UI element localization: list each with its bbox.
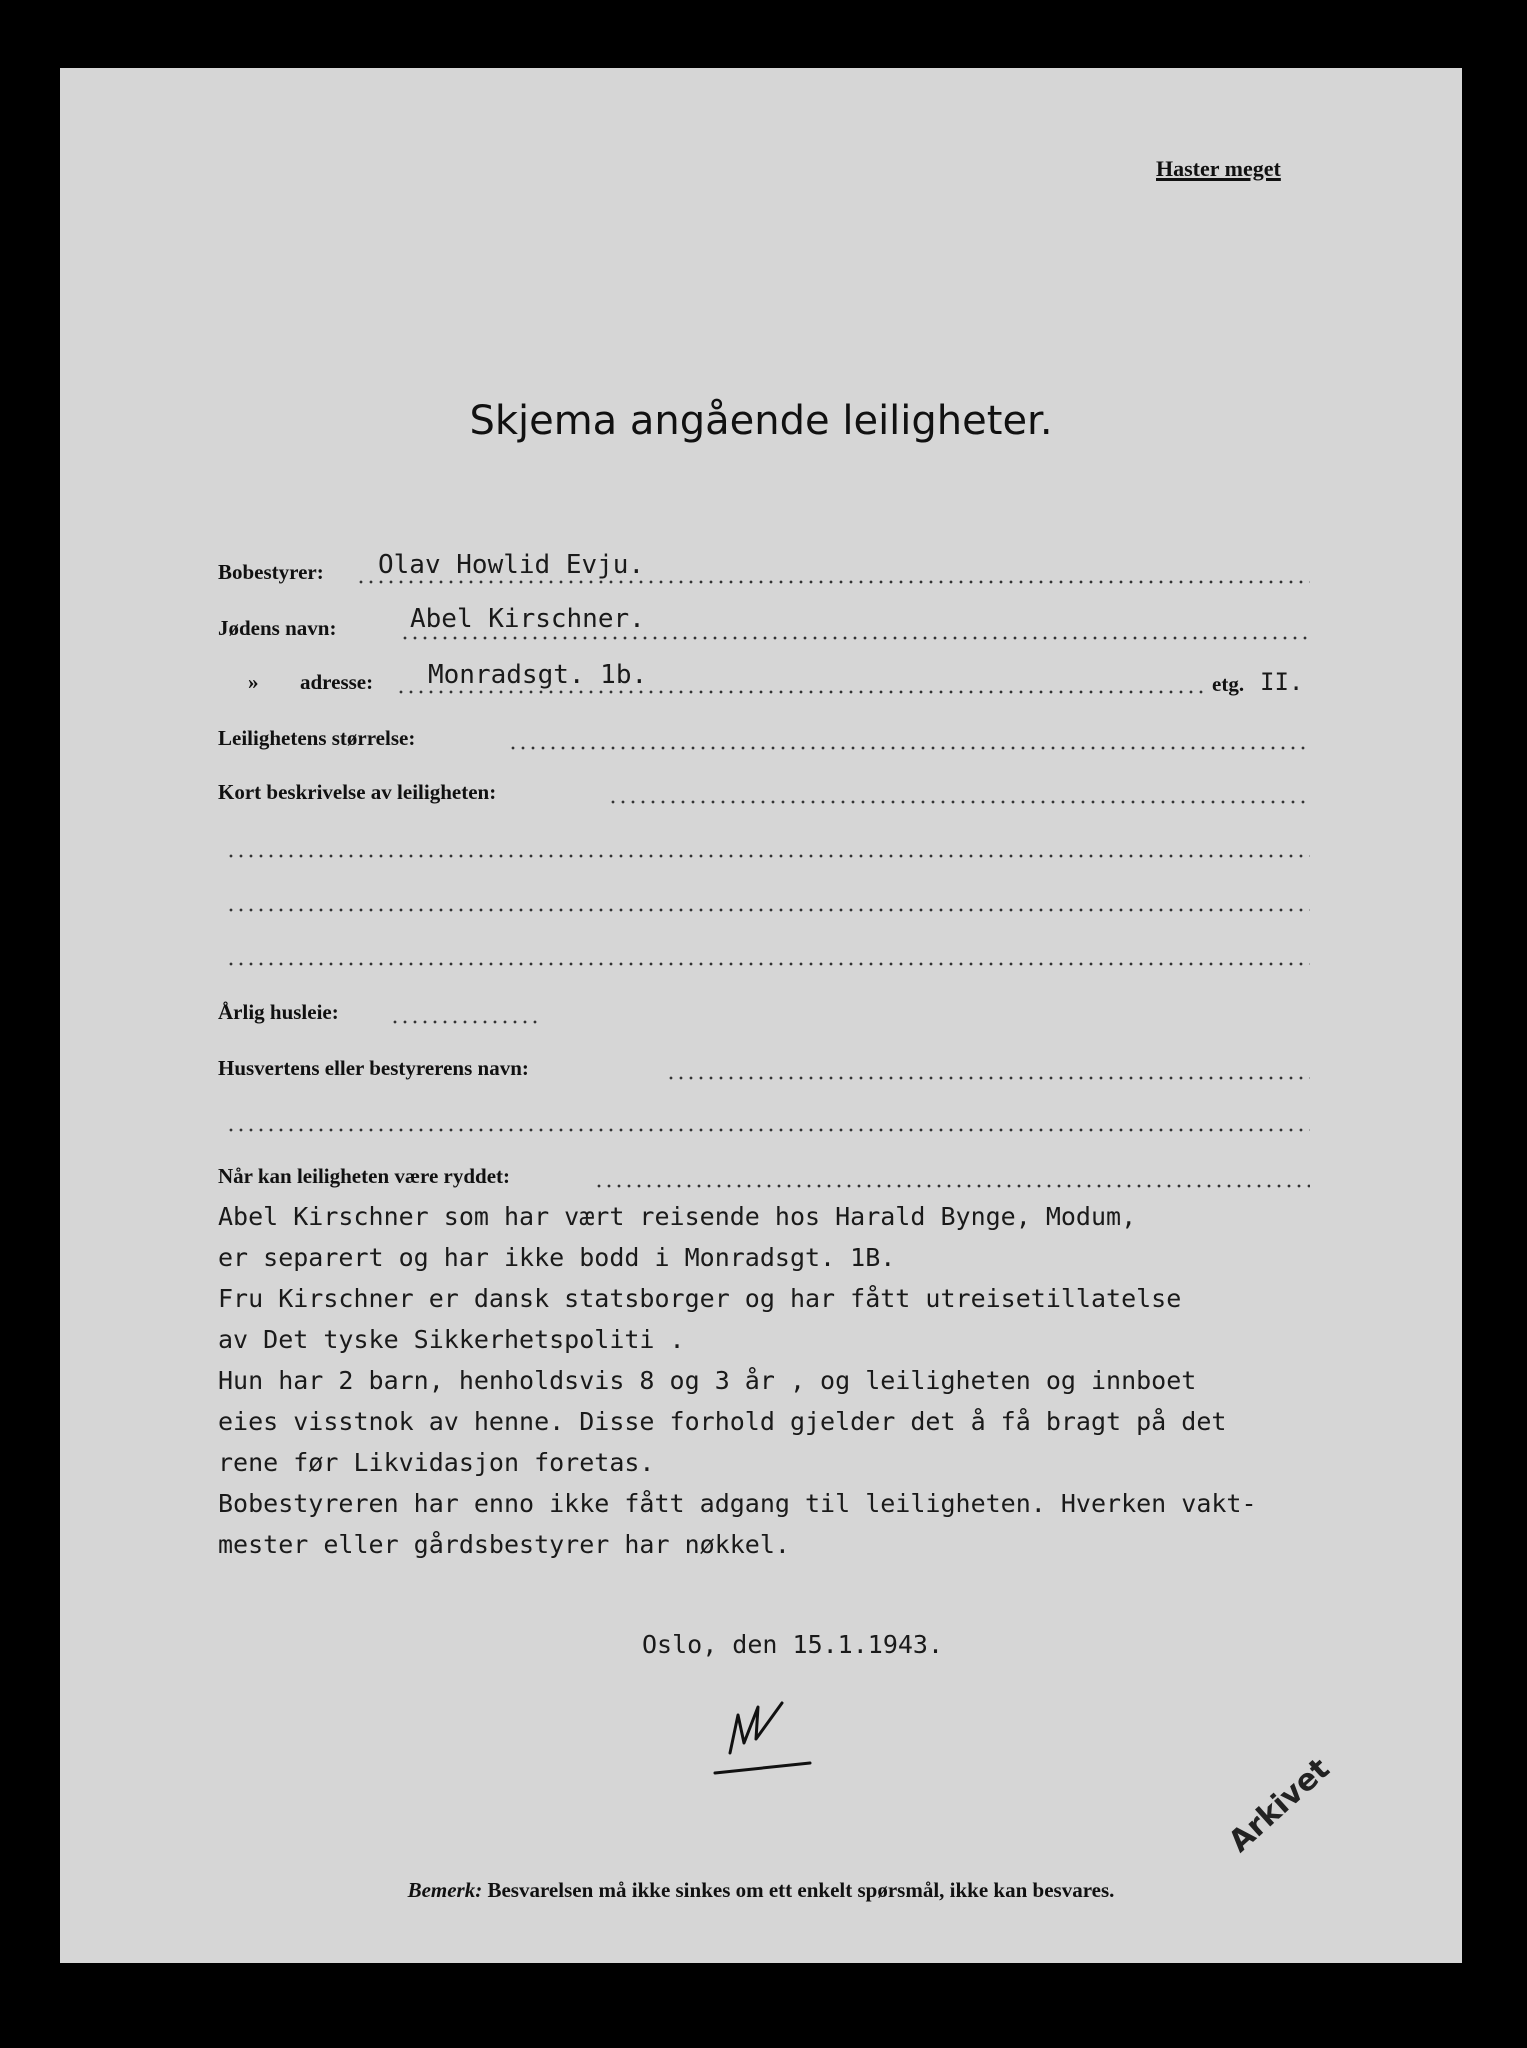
bobestyrer-dotted-line xyxy=(356,580,1310,584)
adresse-label: adresse: xyxy=(300,670,374,694)
beskrivelse-label: Kort beskrivelse av leiligheten: xyxy=(218,780,497,804)
husleie-label: Årlig husleie: xyxy=(218,1000,339,1024)
jodens-navn-dotted-line xyxy=(400,636,1310,640)
signature-mark xyxy=(710,1693,830,1783)
note-line: er separert og har ikke bodd i Monradsgt. 1B. xyxy=(218,1243,896,1272)
storrelse-dotted-line xyxy=(508,746,1310,750)
adresse-prefix: » xyxy=(248,670,259,694)
beskrivelse-dotted-line xyxy=(608,800,1310,804)
note-line: av Det tyske Sikkerhetspoliti . xyxy=(218,1325,685,1354)
footer-text: Besvarelsen må ikke sinkes om ett enkelt spørsmål, ikke kan besvares. xyxy=(487,1878,1115,1902)
beskrivelse-dotted-line-3 xyxy=(226,908,1310,912)
form-page xyxy=(60,68,1462,1963)
note-line: Bobestyreren har enno ikke fått adgang til leiligheten. Hverken vakt- xyxy=(218,1489,1257,1518)
bobestyrer-label: Bobestyrer: xyxy=(218,560,324,584)
jodens-navn-label: Jødens navn: xyxy=(218,616,337,640)
etg-value: II. xyxy=(1260,668,1304,696)
adresse-dotted-line xyxy=(396,690,1206,694)
note-line: eies visstnok av henne. Disse forhold gjelder det å få bragt på det xyxy=(218,1407,1227,1436)
storrelse-label: Leilighetens størrelse: xyxy=(218,726,416,750)
ryddet-dotted-line xyxy=(594,1184,1310,1188)
adresse-value: Monradsgt. 1b. xyxy=(428,660,648,690)
bobestyrer-value: Olav Howlid Evju. xyxy=(378,550,645,580)
husvert-label: Husvertens eller bestyrerens navn: xyxy=(218,1056,529,1080)
footer-note xyxy=(60,1878,1462,1903)
husleie-dotted-line xyxy=(390,1020,540,1024)
husvert-dotted-line xyxy=(666,1076,1310,1080)
note-line: mester eller gårdsbestyrer har nøkkel. xyxy=(218,1530,790,1559)
footer-emphasis: Bemerk: xyxy=(407,1878,483,1902)
ryddet-label: Når kan leiligheten være ryddet: xyxy=(218,1164,511,1188)
urgent-mark: Haster meget xyxy=(1156,156,1281,181)
notes-block xyxy=(218,1196,1257,1565)
husvert-dotted-line-2 xyxy=(226,1128,1310,1132)
note-line: Hun har 2 barn, henholdsvis 8 og 3 år , og leiligheten og innboet xyxy=(218,1366,1197,1395)
archive-stamp: Arkivet xyxy=(1222,1751,1337,1860)
beskrivelse-dotted-line-4 xyxy=(226,962,1310,966)
page-title: Skjema angående leiligheter. xyxy=(469,398,1053,444)
note-line: Abel Kirschner som har vært reisende hos Harald Bynge, Modum, xyxy=(218,1202,1137,1231)
beskrivelse-dotted-line-2 xyxy=(226,854,1310,858)
note-line: rene før Likvidasjon foretas. xyxy=(218,1448,655,1477)
etg-label: etg. xyxy=(1212,672,1245,696)
jodens-navn-value: Abel Kirschner. xyxy=(410,604,645,634)
note-line: Fru Kirschner er dansk statsborger og har fått utreisetillatelse xyxy=(218,1284,1182,1313)
place-date: Oslo, den 15.1.1943. xyxy=(642,1630,944,1659)
